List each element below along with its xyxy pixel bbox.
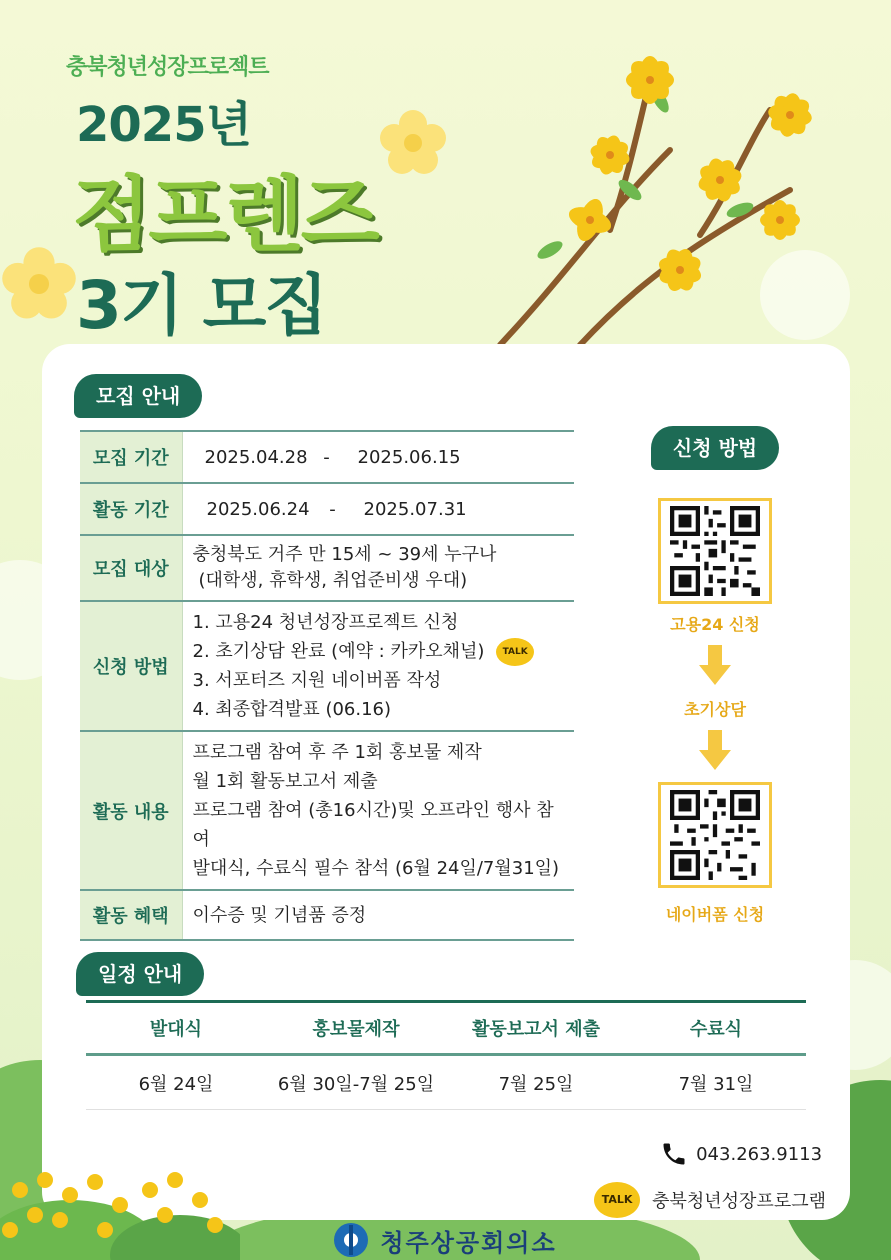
schedule-header-cell: 활동보고서 제출 <box>472 1019 600 1040</box>
period-start: 2025.04.28 <box>204 446 308 468</box>
content-line: 프로그램 참여 후 주 1회 홍보물 제작 <box>192 742 482 763</box>
forsythia-branch-illustration <box>490 40 850 350</box>
target-line: (대학생, 휴학생, 취업준비생 우대) <box>198 570 468 591</box>
schedule-date-cell: 6월 24일 <box>138 1073 214 1095</box>
kakao-channel-name: 충북청년성장프로그램 <box>652 1191 826 1212</box>
table-row <box>80 601 574 731</box>
row-label: 모집 대상 <box>80 535 182 601</box>
table-row <box>80 483 574 535</box>
recruit-info-table <box>80 430 574 941</box>
apply-method-heading: 신청 방법 <box>651 426 779 470</box>
project-subtitle: 충북청년성장프로젝트 <box>66 55 269 80</box>
flower-icon <box>378 108 448 178</box>
table-row <box>80 431 574 483</box>
organization-name: 청주상공회의소 <box>380 1228 557 1257</box>
method-line: 2. 초기상담 완료 (예약 : 카카오채널) TALK <box>193 637 565 666</box>
chamber-logo-icon <box>334 1223 368 1257</box>
method-line: 3. 서포터즈 지원 네이버폼 작성 <box>192 670 442 691</box>
activity-end: 2025.07.31 <box>363 498 467 520</box>
target-line: 충청북도 거주 만 15세 ~ 39세 누구나 <box>192 544 497 565</box>
method-line: 4. 최종합격발표 (06.16) <box>192 699 392 720</box>
footer <box>0 1220 891 1260</box>
row-value <box>182 483 574 535</box>
row-label: 활동 기간 <box>80 483 182 535</box>
schedule-header-cell: 발대식 <box>149 1019 203 1040</box>
row-value <box>182 431 574 483</box>
activity-start: 2025.06.24 <box>206 498 310 520</box>
row-label: 신청 방법 <box>80 601 182 731</box>
schedule-date-cell: 7월 25일 <box>498 1073 574 1095</box>
row-label: 활동 혜택 <box>80 890 182 940</box>
step-label: 고용24 신청 <box>670 615 760 634</box>
schedule-header-row <box>86 1000 806 1056</box>
brand-title: 점프렌즈 <box>72 168 377 263</box>
recruit-info-heading: 모집 안내 <box>74 374 202 418</box>
schedule-date-row <box>86 1056 806 1110</box>
main-card <box>42 344 850 1220</box>
schedule-header-cell: 수료식 <box>689 1019 743 1040</box>
activity-separator: - <box>329 498 336 520</box>
row-label: 활동 내용 <box>80 731 182 890</box>
table-row <box>80 890 574 940</box>
phone-line[interactable] <box>656 1134 826 1174</box>
kakao-talk-icon: TALK <box>594 1182 640 1218</box>
qr-code-icon <box>670 506 760 596</box>
content-line: 월 1회 활동보고서 제출 <box>192 771 378 792</box>
row-label: 모집 기간 <box>80 431 182 483</box>
table-row <box>80 731 574 890</box>
qr-code-icon <box>670 790 760 880</box>
phone-number: 043.263.9113 <box>696 1143 823 1165</box>
row-value <box>182 601 574 731</box>
arrow-down-icon <box>697 645 733 687</box>
row-value <box>182 535 574 601</box>
row-value: 이수증 및 기념품 증정 <box>182 890 574 940</box>
period-separator: - <box>323 446 330 468</box>
flower-icon <box>0 245 78 323</box>
qr-code-goyong24[interactable] <box>658 498 772 604</box>
arrow-down-icon <box>697 730 733 772</box>
year-title: 2025년 <box>76 97 251 153</box>
schedule-table <box>86 1000 806 1110</box>
schedule-date-cell: 7월 31일 <box>678 1073 754 1095</box>
kakao-talk-icon[interactable]: TALK <box>496 638 534 666</box>
step-label: 초기상담 <box>684 700 746 719</box>
contact-info <box>601 1134 826 1220</box>
table-row <box>80 535 574 601</box>
recruit-title: 3기 모집 <box>76 267 327 344</box>
phone-icon <box>660 1140 688 1168</box>
qr-code-naver-form[interactable] <box>658 782 772 888</box>
method-line: 1. 고용24 청년성장프로젝트 신청 <box>192 612 459 633</box>
kakao-channel-line[interactable] <box>594 1180 826 1220</box>
row-value <box>182 731 574 890</box>
step-label: 네이버폼 신청 <box>665 905 765 924</box>
schedule-heading: 일정 안내 <box>76 952 204 996</box>
content-line: 프로그램 참여 (총16시간)및 오프라인 행사 참여 <box>192 800 554 850</box>
apply-method-column <box>648 426 782 925</box>
schedule-header-cell: 홍보물제작 <box>312 1019 400 1040</box>
period-end: 2025.06.15 <box>357 446 461 468</box>
schedule-date-cell: 6월 30일-7월 25일 <box>277 1073 435 1095</box>
content-line: 발대식, 수료식 필수 참석 (6월 24일/7월31일) <box>192 858 560 879</box>
